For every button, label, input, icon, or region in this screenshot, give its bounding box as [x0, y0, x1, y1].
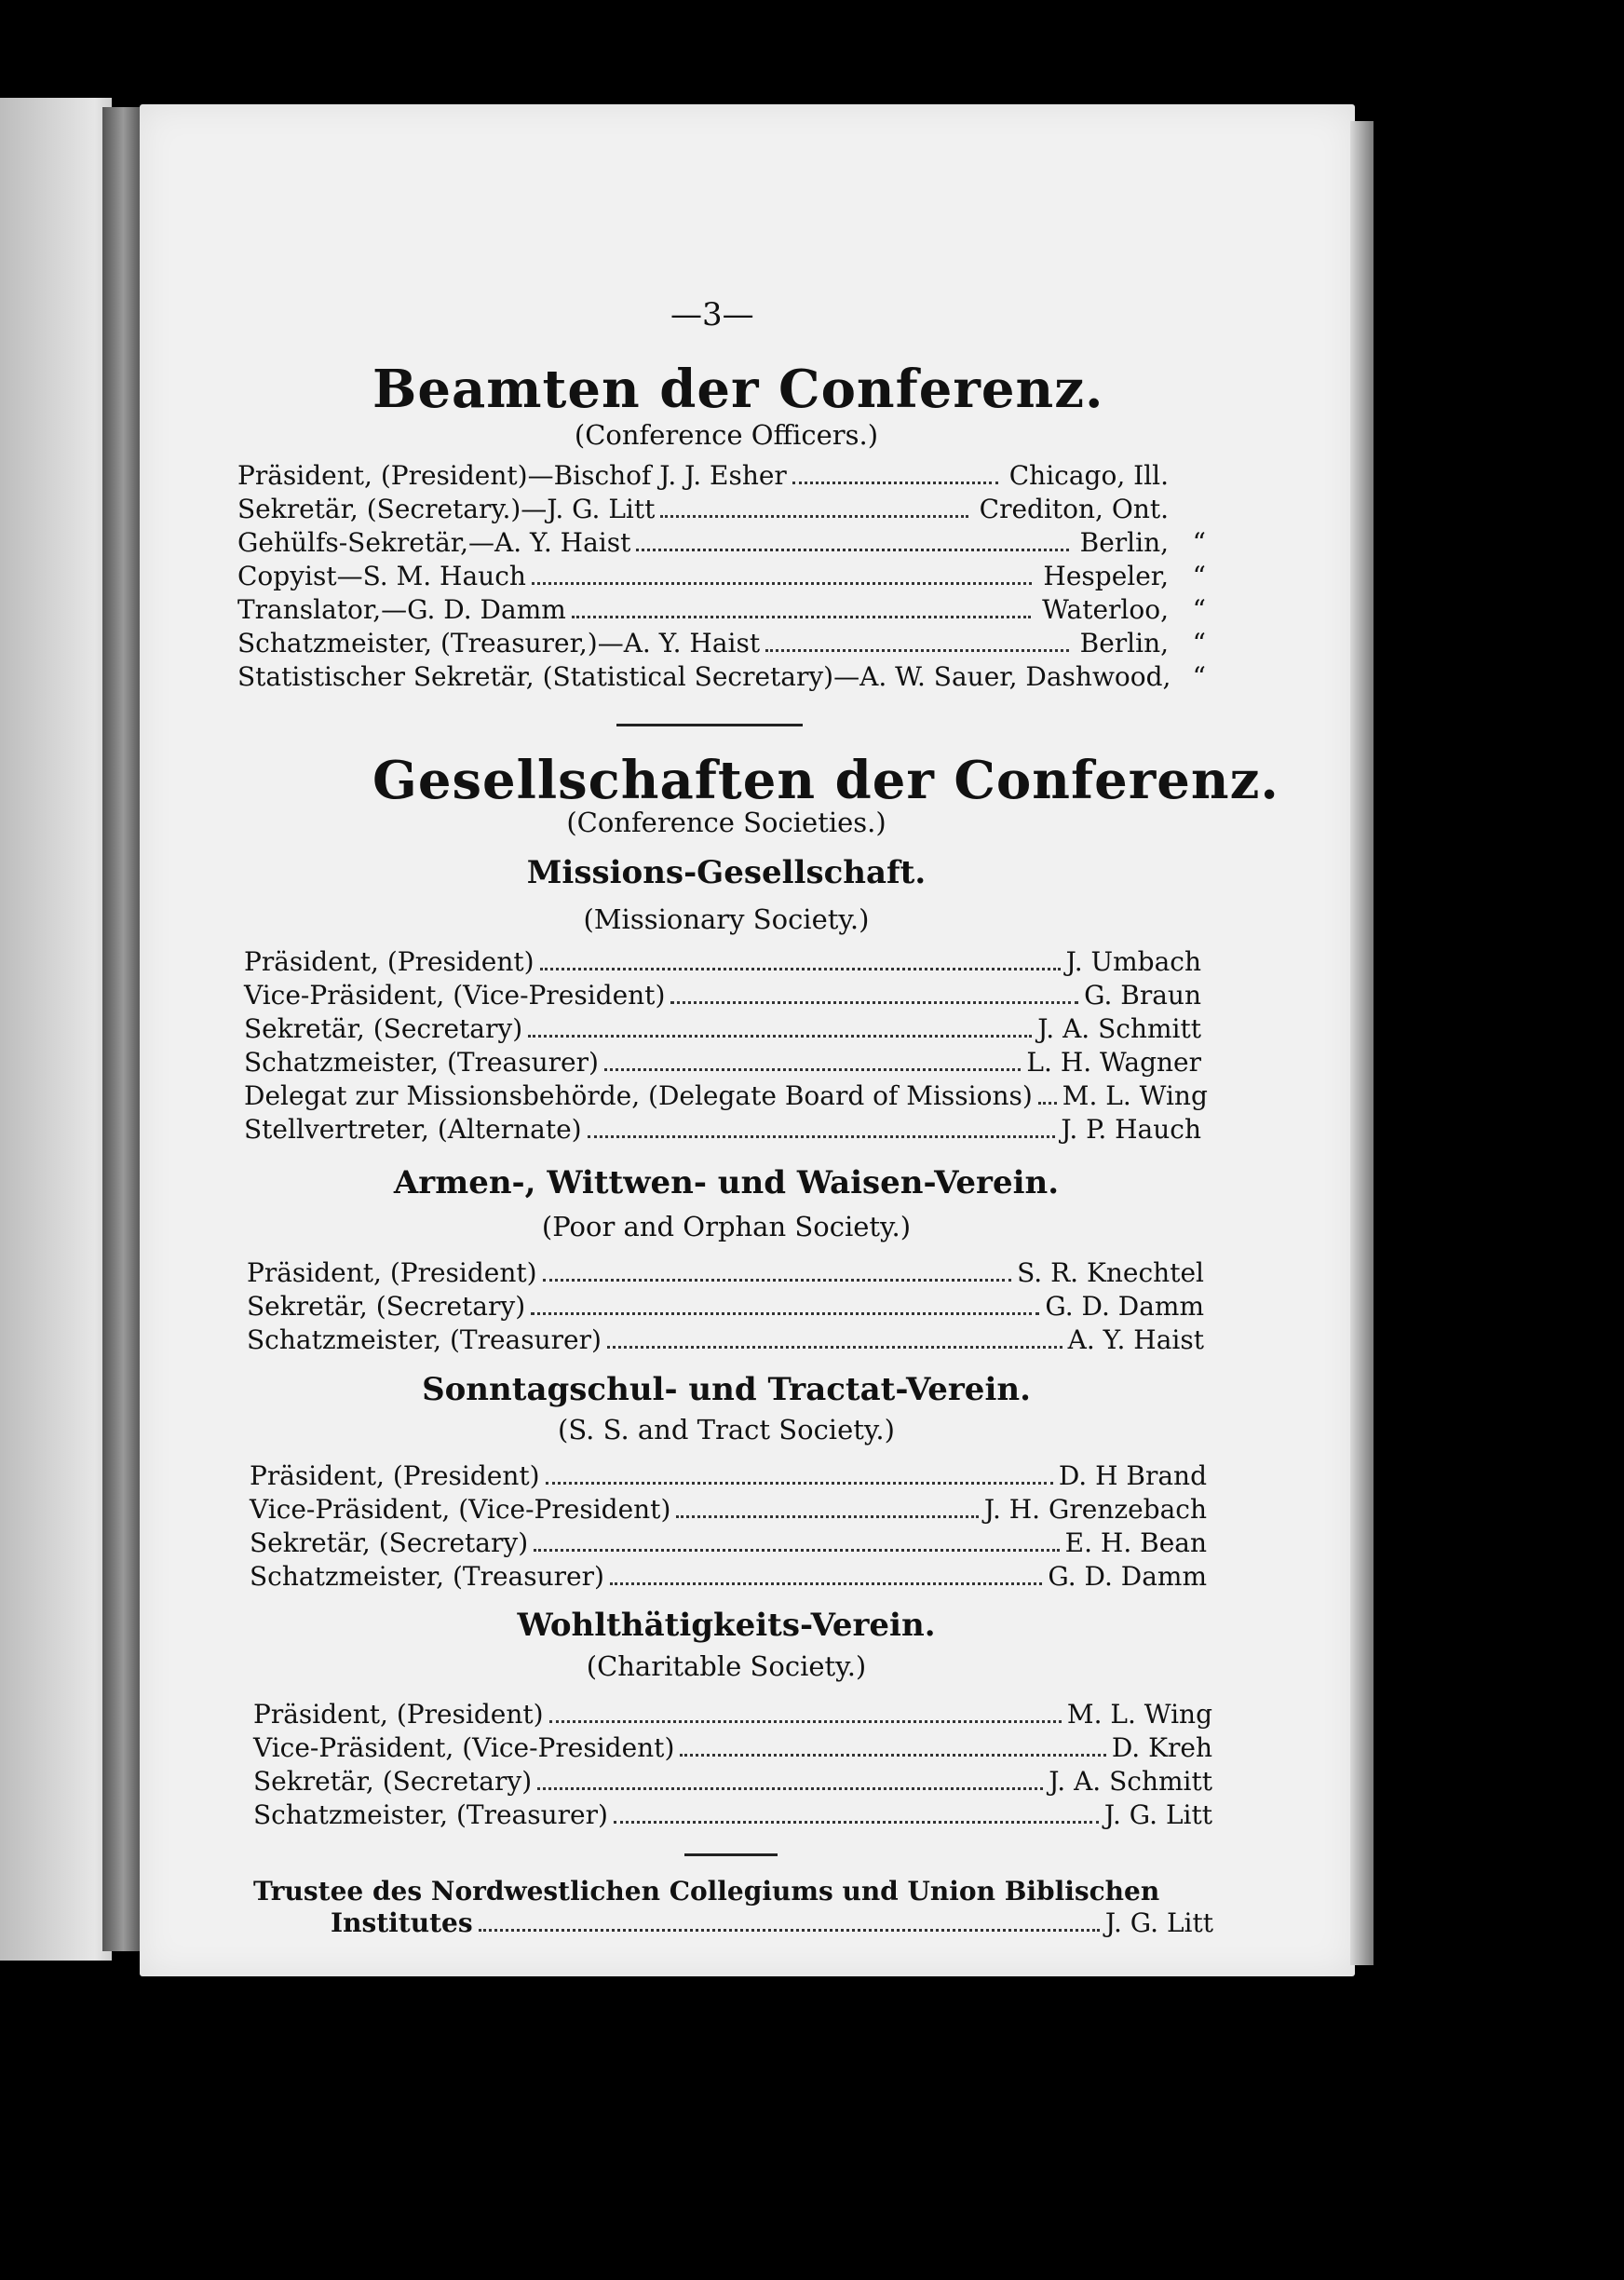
- officer-row: [237, 661, 1206, 693]
- left-page-edge: [0, 98, 112, 1961]
- member-name: S. R. Knechtel: [1017, 1257, 1204, 1288]
- officer-city: Waterloo,: [1042, 594, 1169, 625]
- society-subtitle: (Missionary Society.): [583, 903, 870, 935]
- society-row: [247, 1291, 1204, 1323]
- dot-leader: [549, 1720, 1062, 1723]
- member-name: M. L. Wing: [1062, 1080, 1208, 1111]
- officer-city: Berlin,: [1079, 527, 1169, 558]
- society-row: [253, 1699, 1212, 1730]
- role-label: Vice-Präsident, (Vice-President): [250, 1494, 671, 1525]
- dot-leader: [546, 1482, 1053, 1485]
- role-label: Vice-Präsident, (Vice-President): [253, 1732, 675, 1763]
- dot-leader: [607, 1346, 1062, 1349]
- dot-leader: [670, 1001, 1078, 1004]
- section-divider: [684, 1853, 778, 1856]
- member-name: G. D. Damm: [1048, 1561, 1207, 1592]
- society-row: [247, 1324, 1204, 1356]
- officer-city: Hespeler,: [1043, 561, 1169, 591]
- officer-label: Präsident, (President)—Bischof J. J. Esher: [237, 460, 787, 491]
- officer-city: Chicago, Ill.: [1008, 460, 1169, 491]
- member-name: J. G. Litt: [1103, 1799, 1212, 1830]
- role-label: Sekretär, (Secretary): [250, 1527, 529, 1558]
- officer-row: [237, 628, 1206, 659]
- society-row: [244, 946, 1201, 978]
- member-name: G. D. Damm: [1045, 1291, 1204, 1322]
- role-label: Präsident, (President): [247, 1257, 537, 1288]
- trustee-line1: Trustee des Nordwestlichen Collegiums und Union Biblischen: [253, 1876, 1160, 1907]
- member-name: J. P. Hauch: [1061, 1114, 1201, 1145]
- society-title: Armen-, Wittwen- und Waisen-Verein.: [393, 1164, 1060, 1201]
- society-row: [244, 1080, 1208, 1112]
- society-row: [250, 1527, 1207, 1559]
- society-subtitle: (Poor and Orphan Society.): [541, 1211, 912, 1242]
- society-title: Missions-Gesellschaft.: [526, 854, 927, 891]
- trustee-line2: Institutes: [331, 1907, 473, 1938]
- role-label: Sekretär, (Secretary): [244, 1013, 523, 1044]
- dot-leader: [537, 1787, 1043, 1790]
- officer-city: Crediton, Ont.: [979, 494, 1169, 524]
- officers-subtitle: (Conference Officers.): [574, 419, 879, 451]
- dot-leader: [676, 1515, 979, 1518]
- trustee-row: [331, 1907, 1213, 1939]
- officer-row: [237, 561, 1206, 592]
- role-label: Sekretär, (Secretary): [253, 1766, 533, 1797]
- book-spine: [102, 107, 144, 1951]
- role-label: Präsident, (President): [250, 1460, 540, 1491]
- role-label: Schatzmeister, (Treasurer): [247, 1324, 602, 1355]
- ditto-mark: “: [1192, 561, 1206, 591]
- member-name: D. Kreh: [1111, 1732, 1212, 1763]
- role-label: Schatzmeister, (Treasurer): [250, 1561, 604, 1592]
- officer-city: Berlin,: [1079, 628, 1169, 658]
- officer-row: [237, 594, 1206, 626]
- society-row: [253, 1799, 1212, 1831]
- member-name: G. Braun: [1084, 980, 1201, 1011]
- dot-leader: [660, 515, 968, 518]
- right-page-edge: [1350, 121, 1374, 1965]
- officer-row: [237, 494, 1206, 525]
- society-row: [250, 1494, 1207, 1526]
- societies-title: Gesellschaften der Conferenz.: [372, 750, 1279, 811]
- officers-title: Beamten der Conferenz.: [372, 359, 1104, 420]
- officer-label: Gehülfs-Sekretär,—A. Y. Haist: [237, 527, 631, 558]
- society-row: [244, 980, 1201, 1011]
- member-name: J. A. Schmitt: [1049, 1766, 1212, 1797]
- role-label: Schatzmeister, (Treasurer): [253, 1799, 608, 1830]
- role-label: Präsident, (President): [244, 946, 535, 977]
- dot-leader: [610, 1582, 1042, 1585]
- section-divider: [616, 724, 803, 726]
- society-row: [250, 1460, 1207, 1492]
- societies-subtitle: (Conference Societies.): [566, 807, 886, 838]
- ditto-mark: “: [1192, 527, 1206, 558]
- role-label: Präsident, (President): [253, 1699, 544, 1730]
- society-title: Sonntagschul- und Tractat-Verein.: [422, 1371, 1031, 1408]
- role-label: Vice-Präsident, (Vice-President): [244, 980, 666, 1011]
- dot-leader: [528, 1035, 1032, 1038]
- society-row: [244, 1047, 1201, 1079]
- member-name: L. H. Wagner: [1026, 1047, 1201, 1078]
- society-row: [253, 1732, 1212, 1764]
- ditto-mark: “: [1192, 628, 1206, 658]
- member-name: D. H Brand: [1058, 1460, 1207, 1491]
- role-label: Sekretär, (Secretary): [247, 1291, 526, 1322]
- member-name: J. H. Grenzebach: [983, 1494, 1207, 1525]
- dot-leader: [1038, 1102, 1057, 1105]
- society-title: Wohlthätigkeits-Verein.: [517, 1607, 936, 1644]
- society-subtitle: (Charitable Society.): [586, 1650, 867, 1682]
- dot-leader: [604, 1068, 1022, 1071]
- dot-leader: [532, 582, 1032, 585]
- role-label: Schatzmeister, (Treasurer): [244, 1047, 599, 1078]
- page-number: —3—: [670, 296, 754, 333]
- dot-leader: [572, 616, 1031, 618]
- ditto-mark: “: [1192, 594, 1206, 625]
- officer-label: Schatzmeister, (Treasurer,)—A. Y. Haist: [237, 628, 761, 658]
- member-name: A. Y. Haist: [1067, 1324, 1204, 1355]
- dot-leader: [534, 1549, 1060, 1552]
- officer-label: Translator,—G. D. Damm: [237, 594, 566, 625]
- officer-label: Statistischer Sekretär, (Statistical Secretary)—A. W. Sauer, Dashwood,: [237, 661, 1171, 692]
- dot-leader: [680, 1754, 1105, 1757]
- dot-leader: [614, 1821, 1099, 1824]
- officer-label: Sekretär, (Secretary.)—J. G. Litt: [237, 494, 656, 524]
- dot-leader: [531, 1312, 1039, 1315]
- member-name: M. L. Wing: [1066, 1699, 1212, 1730]
- officer-row: [237, 460, 1206, 492]
- dot-leader: [588, 1135, 1056, 1138]
- society-row: [244, 1114, 1201, 1146]
- member-name: J. Umbach: [1065, 946, 1201, 977]
- society-row: [250, 1561, 1207, 1593]
- dot-leader: [765, 649, 1069, 652]
- officer-row: [237, 527, 1206, 559]
- society-row: [253, 1766, 1212, 1798]
- ditto-mark: “: [1192, 661, 1206, 692]
- role-label: Delegat zur Missionsbehörde, (Delegate Board of Missions): [244, 1080, 1033, 1111]
- society-subtitle: (S. S. and Tract Society.): [558, 1414, 895, 1445]
- dot-leader: [636, 549, 1068, 551]
- society-row: [247, 1257, 1204, 1289]
- trustee-name: J. G. Litt: [1104, 1907, 1213, 1938]
- dot-leader: [792, 482, 998, 484]
- dot-leader: [479, 1929, 1100, 1932]
- officer-label: Copyist—S. M. Hauch: [237, 561, 526, 591]
- dot-leader: [540, 968, 1061, 970]
- society-row: [244, 1013, 1201, 1045]
- member-name: E. H. Bean: [1064, 1527, 1207, 1558]
- member-name: J. A. Schmitt: [1037, 1013, 1201, 1044]
- role-label: Stellvertreter, (Alternate): [244, 1114, 582, 1145]
- dot-leader: [543, 1279, 1012, 1282]
